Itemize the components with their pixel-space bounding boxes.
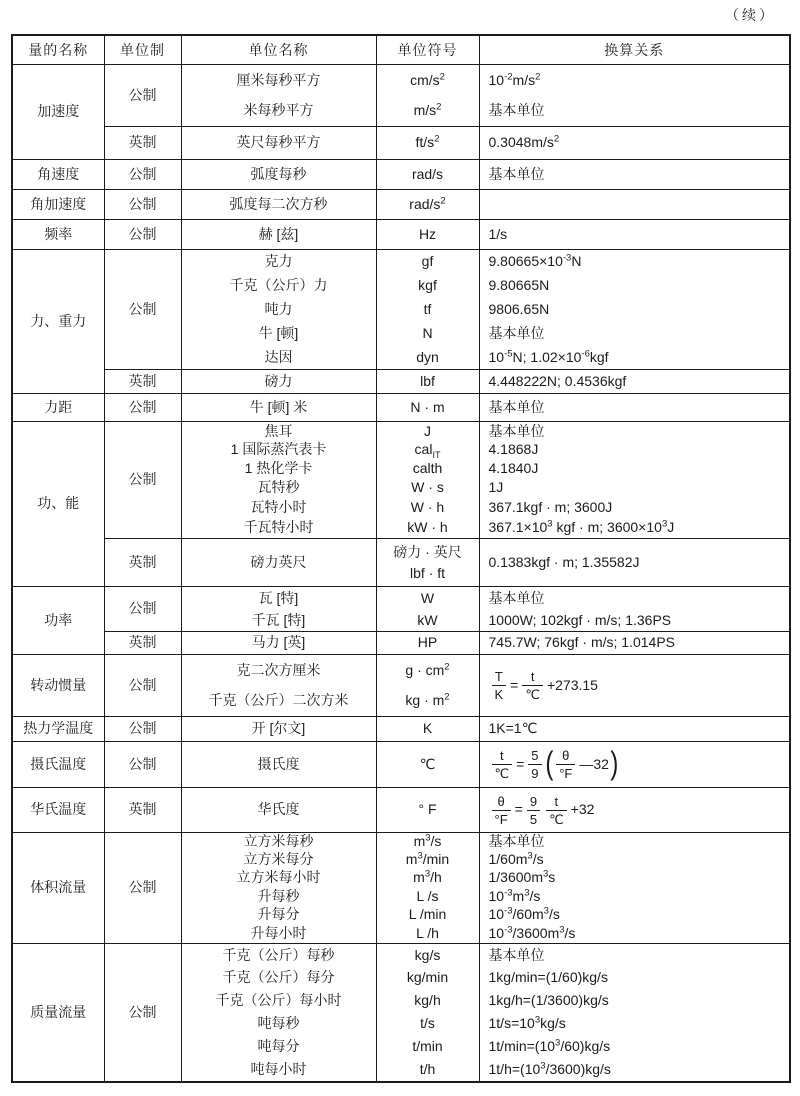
system-cell: 公制 xyxy=(104,220,181,250)
conversion-cell: $\frac{t}{℃}$ = $\frac{5}{9}$ ( $\frac{\theta}{^\circ F}$ —32) xyxy=(479,742,790,788)
unit-symbol-cell: L /min xyxy=(376,906,479,925)
conversion-cell: $1t/\min=(10^3/60)kg/s$ xyxy=(479,1036,790,1059)
unit-name-cell: 1 国际蒸汽表卡 xyxy=(181,441,376,460)
conversion-cell: $1/3600m^3s$ xyxy=(479,869,790,888)
fraction-numerator: θ xyxy=(492,794,511,811)
unit-name-cell: 瓦特小时 xyxy=(181,498,376,518)
unit-name-cell: 焦耳 xyxy=(181,422,376,441)
fraction xyxy=(492,794,511,827)
conversion-cell: 基本单位 xyxy=(479,944,790,967)
formula-text: = xyxy=(514,801,523,818)
unit-symbol-cell: kg · $m^2$ xyxy=(376,686,479,717)
table-row xyxy=(12,422,790,441)
fraction-denominator: °F xyxy=(559,766,573,781)
unit-name-cell: 立方米每分 xyxy=(181,851,376,869)
unit-name-cell: 达因 xyxy=(181,346,376,370)
conversion-cell: 基本单位 xyxy=(479,160,790,190)
table-row xyxy=(12,587,790,610)
system-cell: 英制 xyxy=(104,539,181,587)
conversion-cell: $10^{-2}m/s^2$ xyxy=(479,65,790,96)
unit-name-cell: 千克（公斤）力 xyxy=(181,274,376,298)
unit-name-cell: 千瓦特小时 xyxy=(181,518,376,539)
header-row xyxy=(12,35,790,65)
conversion-cell xyxy=(479,788,790,833)
quantity-cell: 体积流量 xyxy=(12,833,104,944)
unit-symbol-cell: tf xyxy=(376,298,479,322)
conversion-cell: $1t/h=(10^3/3600)kg/s$ xyxy=(479,1059,790,1082)
header-unit-symbol: 单位符号 xyxy=(376,35,479,65)
unit-name-cell: 千克（公斤）每秒 xyxy=(181,944,376,967)
unit-name-cell: 厘米每秒平方 xyxy=(181,65,376,96)
fraction-numerator: t xyxy=(522,669,543,686)
table-row xyxy=(12,717,790,742)
header-conversion: 换算关系 xyxy=(479,35,790,65)
unit-symbol-cell: K xyxy=(376,717,479,742)
table-row xyxy=(12,539,790,587)
unit-symbol-cell: W xyxy=(376,587,479,610)
unit-name-cell: 磅力 xyxy=(181,370,376,394)
unit-symbol-cell: L /h xyxy=(376,925,479,944)
conversion-cell: 基本单位 xyxy=(479,833,790,851)
unit-symbol-cell: $cm/s^2$ xyxy=(376,65,479,96)
unit-symbol-cell: L /s xyxy=(376,888,479,906)
unit-name-cell: 吨力 xyxy=(181,298,376,322)
quantity-cell: 角速度 xyxy=(12,160,104,190)
unit-name-cell: 米每秒平方 xyxy=(181,96,376,127)
unit-name-cell: 赫 [兹] xyxy=(181,220,376,250)
unit-name-cell: 弧度每二次方秒 xyxy=(181,190,376,220)
conversion-cell: 1000W; 102kgf · m/s; 1.36PS xyxy=(479,610,790,632)
quantity-cell: 功率 xyxy=(12,587,104,655)
unit-name-cell: 瓦特秒 xyxy=(181,479,376,498)
unit-symbol-cell: $m^3/\min$ xyxy=(376,851,479,869)
unit-name-cell: 摄氏度 xyxy=(181,742,376,788)
system-cell: 英制 xyxy=(104,127,181,160)
conversion-cell: $0.3048m/s^2$ xyxy=(479,127,790,160)
table-row xyxy=(12,160,790,190)
conversion-cell: 4.1868J xyxy=(479,441,790,460)
system-cell: 英制 xyxy=(104,788,181,833)
system-cell: 公制 xyxy=(104,422,181,539)
conversion-cell: $1/60m^3/s$ xyxy=(479,851,790,869)
unit-symbol-cell: t/min xyxy=(376,1036,479,1059)
unit-name-cell: 牛 [顿] xyxy=(181,322,376,346)
conversion-cell: 基本单位 xyxy=(479,394,790,422)
formula-text: —32 xyxy=(579,755,609,772)
unit-conversion-table xyxy=(11,34,791,1083)
unit-symbol-cell: $m^3/h$ xyxy=(376,869,479,888)
unit-name-cell: 克力 xyxy=(181,250,376,274)
header-system: 单位制 xyxy=(104,35,181,65)
unit-name-cell: 牛 [顿] 米 xyxy=(181,394,376,422)
unit-name-cell: 升每小时 xyxy=(181,925,376,944)
conversion-cell: 1K=1℃ xyxy=(479,717,790,742)
fraction-denominator: 5 xyxy=(529,811,538,827)
unit-symbol-cell: Hz xyxy=(376,220,479,250)
table-row xyxy=(12,742,790,788)
unit-symbol-cell: rad/$s^2$ xyxy=(376,190,479,220)
system-cell: 公制 xyxy=(104,655,181,717)
table-row xyxy=(12,65,790,96)
unit-name-cell: 瓦 [特] xyxy=(181,587,376,610)
formula-text: +273.15 xyxy=(546,676,598,693)
unit-name-cell: 弧度每秒 xyxy=(181,160,376,190)
fraction xyxy=(492,669,507,702)
quantity-cell: 热力学温度 xyxy=(12,717,104,742)
unit-name-cell: 升每秒 xyxy=(181,888,376,906)
conversion-cell: 基本单位 xyxy=(479,422,790,441)
fraction-denominator: ℃ xyxy=(549,811,564,827)
unit-symbol-cell: t/h xyxy=(376,1059,479,1082)
unit-symbol-cell: kW · h xyxy=(376,518,479,539)
conversion-cell: $10^{-3}/60m^3/s$ xyxy=(479,906,790,925)
system-cell: 公制 xyxy=(104,944,181,1082)
formula-text: +32 xyxy=(570,801,595,818)
unit-symbol-cell: dyn xyxy=(376,346,479,370)
unit-symbol-cell: $g \cdot cm^2$ xyxy=(376,655,479,686)
unit-symbol-cell: lbf xyxy=(376,370,479,394)
conversion-cell: 1J xyxy=(479,479,790,498)
unit-symbol-cell: kgf xyxy=(376,274,479,298)
conversion-cell: 基本单位 xyxy=(479,96,790,127)
fraction-numerator: T xyxy=(492,669,507,686)
table-row xyxy=(12,632,790,655)
conversion-cell: 基本单位 xyxy=(479,322,790,346)
conversion-cell: 1kg/min=(1/60)kg/s xyxy=(479,967,790,990)
unit-name-cell: 开 [尔文] xyxy=(181,717,376,742)
unit-name-cell: 克二次方厘米 xyxy=(181,655,376,686)
unit-symbol-cell: kg/min xyxy=(376,967,479,990)
fraction xyxy=(546,794,567,827)
conversion-cell: 1kg/h=(1/3600)kg/s xyxy=(479,990,790,1013)
conversion-cell: 0.1383kgf · m; 1.35582J xyxy=(479,539,790,587)
unit-symbol-cell: t/s xyxy=(376,1013,479,1036)
unit-name-cell: 千克（公斤）二次方米 xyxy=(181,686,376,717)
unit-symbol-cell: 磅力 · 英尺 lbf · ft xyxy=(376,539,479,587)
header-quantity: 量的名称 xyxy=(12,35,104,65)
conversion-cell: $10^{-5}N$; $1.02\times 10^{-6}kgf$ xyxy=(479,346,790,370)
unit-name-cell: 1 热化学卡 xyxy=(181,460,376,479)
unit-symbol-cell: ° F xyxy=(376,788,479,833)
fraction-denominator: ℃ xyxy=(525,687,540,702)
fraction-denominator: K xyxy=(494,687,504,702)
unit-name-cell: 吨每秒 xyxy=(181,1013,376,1036)
conversion-cell: 9.80665N xyxy=(479,274,790,298)
quantity-cell: 加速度 xyxy=(12,65,104,160)
system-cell: 公制 xyxy=(104,833,181,944)
unit-name-cell: 千克（公斤）每分 xyxy=(181,967,376,990)
table-body xyxy=(12,65,790,1082)
quantity-cell: 转动惯量 xyxy=(12,655,104,717)
fraction-denominator: 9 xyxy=(531,766,539,781)
table-row xyxy=(12,394,790,422)
unit-symbol-cell: kg/s xyxy=(376,944,479,967)
fraction xyxy=(528,748,541,781)
conversion-cell: 基本单位 xyxy=(479,587,790,610)
unit-symbol-cell: $m/s^2$ xyxy=(376,96,479,127)
unit-symbol-cell: calth xyxy=(376,460,479,479)
unit-name-cell: 吨每小时 xyxy=(181,1059,376,1082)
unit-name-cell: 吨每分 xyxy=(181,1036,376,1059)
unit-symbol-cell: ℃ xyxy=(376,742,479,788)
quantity-cell: 力、重力 xyxy=(12,250,104,394)
unit-symbol-cell: rad/s xyxy=(376,160,479,190)
unit-symbol-cell: W · h xyxy=(376,498,479,518)
fraction xyxy=(522,669,543,702)
table-row xyxy=(12,190,790,220)
table-row xyxy=(12,655,790,686)
unit-name-cell: 英尺每秒平方 xyxy=(181,127,376,160)
unit-name-cell: 磅力英尺 xyxy=(181,539,376,587)
table-row xyxy=(12,944,790,967)
conversion-cell: $1t/s=10^3kg/s$ xyxy=(479,1013,790,1036)
system-cell: 公制 xyxy=(104,587,181,632)
table-row xyxy=(12,250,790,274)
unit-symbol-cell: $m^3/s$ xyxy=(376,833,479,851)
table-row xyxy=(12,788,790,833)
quantity-cell: 功、能 xyxy=(12,422,104,587)
fraction-numerator: 9 xyxy=(527,794,540,811)
quantity-cell: 质量流量 xyxy=(12,944,104,1082)
fraction xyxy=(527,794,540,827)
table-row xyxy=(12,833,790,851)
system-cell: 公制 xyxy=(104,190,181,220)
conversion-cell xyxy=(479,655,790,717)
conversion-cell: 9806.65N xyxy=(479,298,790,322)
system-cell: 公制 xyxy=(104,160,181,190)
unit-symbol-cell: HP xyxy=(376,632,479,655)
system-cell: 公制 xyxy=(104,65,181,127)
fraction xyxy=(492,748,513,781)
header-unit-name: 单位名称 xyxy=(181,35,376,65)
unit-symbol-cell: kg/h xyxy=(376,990,479,1013)
quantity-cell: 华氏温度 xyxy=(12,788,104,833)
table-row xyxy=(12,127,790,160)
conversion-cell: $10^{-3}/3600m^3/s$ xyxy=(479,925,790,944)
unit-name-cell: 千克（公斤）每小时 xyxy=(181,990,376,1013)
unit-name-cell: 立方米每秒 xyxy=(181,833,376,851)
quantity-cell: 摄氏温度 xyxy=(12,742,104,788)
conversion-cell: 4.448222N; 0.4536kgf xyxy=(479,370,790,394)
fraction-numerator: 5 xyxy=(528,748,541,765)
table-row xyxy=(12,220,790,250)
conversion-cell: 4.1840J xyxy=(479,460,790,479)
quantity-cell: 频率 xyxy=(12,220,104,250)
conversion-cell: $9.80665\times 10^{-3}N$ xyxy=(479,250,790,274)
unit-name-cell: 立方米每小时 xyxy=(181,869,376,888)
conversion-cell: 1/s xyxy=(479,220,790,250)
unit-name-cell: 千瓦 [特] xyxy=(181,610,376,632)
fraction xyxy=(556,748,575,781)
system-cell: 公制 xyxy=(104,250,181,370)
unit-symbol-cell: kW xyxy=(376,610,479,632)
quantity-cell: 力距 xyxy=(12,394,104,422)
system-cell: 公制 xyxy=(104,742,181,788)
unit-symbol-cell: cal$_{IT}$ xyxy=(376,441,479,460)
unit-symbol-cell: N · m xyxy=(376,394,479,422)
unit-symbol-cell: J xyxy=(376,422,479,441)
fraction-numerator: θ xyxy=(556,748,575,765)
unit-name-cell: 马力 [英] xyxy=(181,632,376,655)
system-cell: 公制 xyxy=(104,394,181,422)
table-row xyxy=(12,370,790,394)
system-cell: 英制 xyxy=(104,632,181,655)
quantity-cell: 角加速度 xyxy=(12,190,104,220)
unit-symbol-cell: gf xyxy=(376,250,479,274)
unit-name-cell: 华氏度 xyxy=(181,788,376,833)
unit-symbol-cell: $ft/s^2$ xyxy=(376,127,479,160)
formula-text: = xyxy=(516,755,525,772)
fraction-numerator: t xyxy=(546,794,567,811)
continued-label: （续） xyxy=(725,7,776,23)
formula-text: = xyxy=(510,676,519,693)
fraction-denominator: ℃ xyxy=(494,766,510,781)
conversion-cell: 745.7W; 76kgf · m/s; 1.014PS xyxy=(479,632,790,655)
fraction-numerator: t xyxy=(492,748,513,765)
conversion-cell: $10^{-3}m^3/s$ xyxy=(479,888,790,906)
unit-name-cell: 升每分 xyxy=(181,906,376,925)
conversion-cell xyxy=(479,190,790,220)
system-cell: 公制 xyxy=(104,717,181,742)
conversion-cell: $367.1\times 10^3$ kgf · m; $3600\times 10^3J$ xyxy=(479,518,790,539)
unit-symbol-cell: N xyxy=(376,322,479,346)
unit-symbol-cell: W · s xyxy=(376,479,479,498)
conversion-cell: 367.1kgf · m; 3600J xyxy=(479,498,790,518)
fraction-denominator: °F xyxy=(494,811,508,827)
system-cell: 英制 xyxy=(104,370,181,394)
